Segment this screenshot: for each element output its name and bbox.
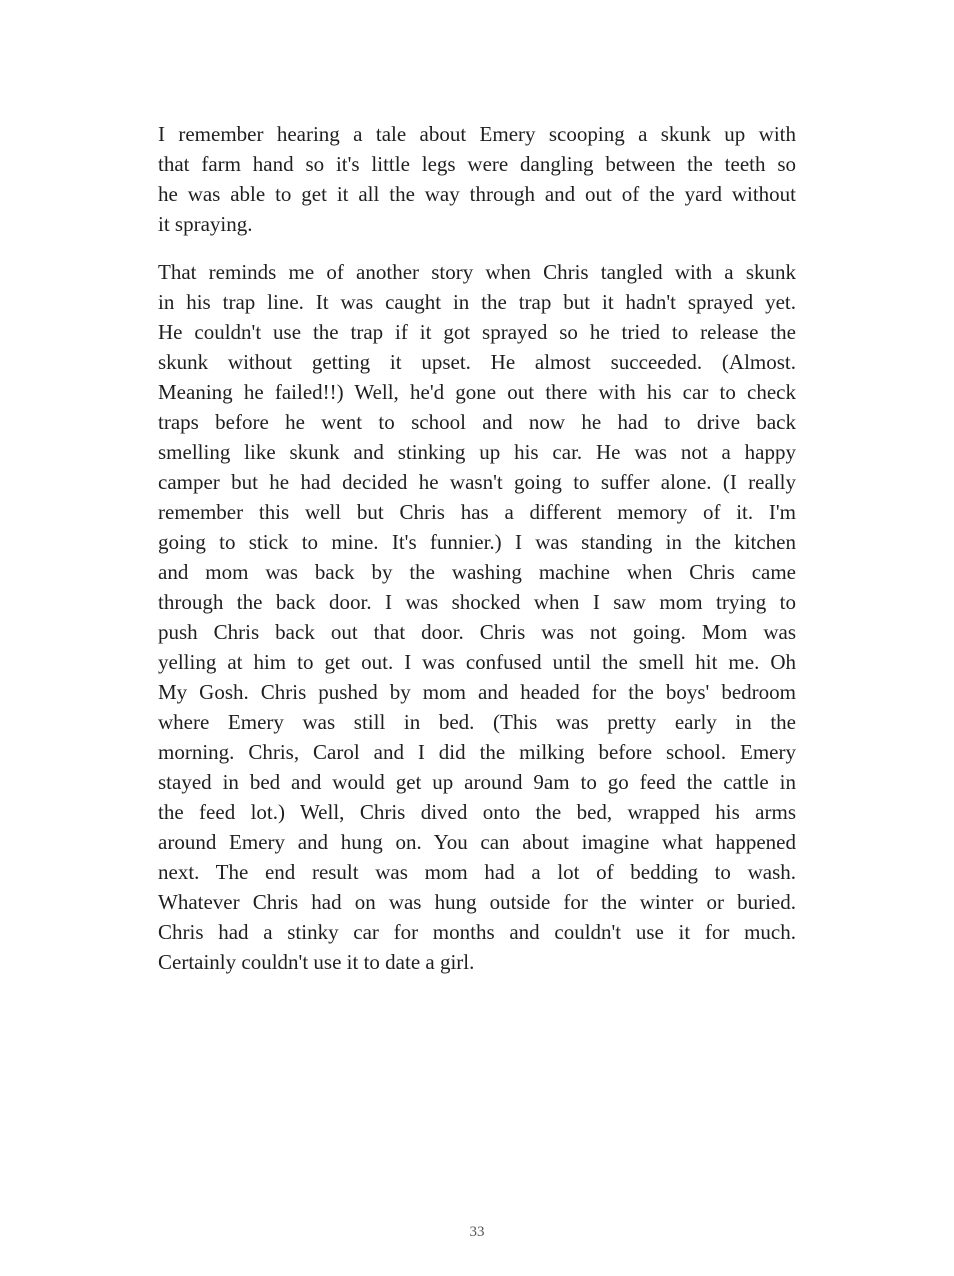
text-line: yelling at him to get out. I was confused until the smell hit me. Oh: [158, 650, 796, 674]
text-line: stayed in bed and would get up around 9am to go feed the cattle in: [158, 770, 796, 794]
text-line: That reminds me of another story when Chris tangled with a skunk: [158, 260, 796, 284]
text-line: My Gosh. Chris pushed by mom and headed for the boys' bedroom: [158, 680, 796, 704]
text-line: where Emery was still in bed. (This was pretty early in the: [158, 710, 796, 734]
text-line: in his trap line. It was caught in the trap but it hadn't sprayed yet.: [158, 290, 796, 314]
text-line: camper but he had decided he wasn't going to suffer alone. (I really: [158, 470, 796, 494]
text-line: smelling like skunk and stinking up his car. He was not a happy: [158, 440, 796, 464]
text-line: morning. Chris, Carol and I did the milking before school. Emery: [158, 740, 796, 764]
text-line: he was able to get it all the way through and out of the yard without: [158, 182, 796, 206]
text-line: He couldn't use the trap if it got sprayed so he tried to release the: [158, 320, 796, 344]
text-line: I remember hearing a tale about Emery scooping a skunk up with: [158, 122, 796, 146]
page-number: 33: [469, 1224, 485, 1240]
text-line: the feed lot.) Well, Chris dived onto the bed, wrapped his arms: [158, 800, 796, 824]
text-line: going to stick to mine. It's funnier.) I was standing in the kitchen: [158, 530, 796, 554]
text-line: traps before he went to school and now he had to drive back: [158, 410, 796, 434]
paragraph-2: [158, 257, 796, 977]
text-line: remember this well but Chris has a different memory of it. I'm: [158, 500, 796, 524]
text-line: skunk without getting it upset. He almost succeeded. (Almost.: [158, 350, 796, 374]
text-line: Whatever Chris had on was hung outside for the winter or buried.: [158, 890, 796, 914]
text-line: Meaning he failed!!) Well, he'd gone out there with his car to check: [158, 380, 796, 404]
text-line: around Emery and hung on. You can about imagine what happened: [158, 830, 796, 854]
text-line: it spraying.: [158, 212, 253, 236]
text-line: Chris had a stinky car for months and couldn't use it for much.: [158, 920, 796, 944]
text-line: through the back door. I was shocked when I saw mom trying to: [158, 590, 796, 614]
text-line: next. The end result was mom had a lot of bedding to wash.: [158, 860, 796, 884]
body-text: [158, 119, 796, 977]
paragraph-1: [158, 119, 796, 239]
text-line: Certainly couldn't use it to date a girl.: [158, 950, 475, 974]
text-line: and mom was back by the washing machine when Chris came: [158, 560, 796, 584]
paragraph-gap: [158, 239, 796, 257]
text-line: that farm hand so it's little legs were dangling between the teeth so: [158, 152, 796, 176]
text-line: push Chris back out that door. Chris was not going. Mom was: [158, 620, 796, 644]
